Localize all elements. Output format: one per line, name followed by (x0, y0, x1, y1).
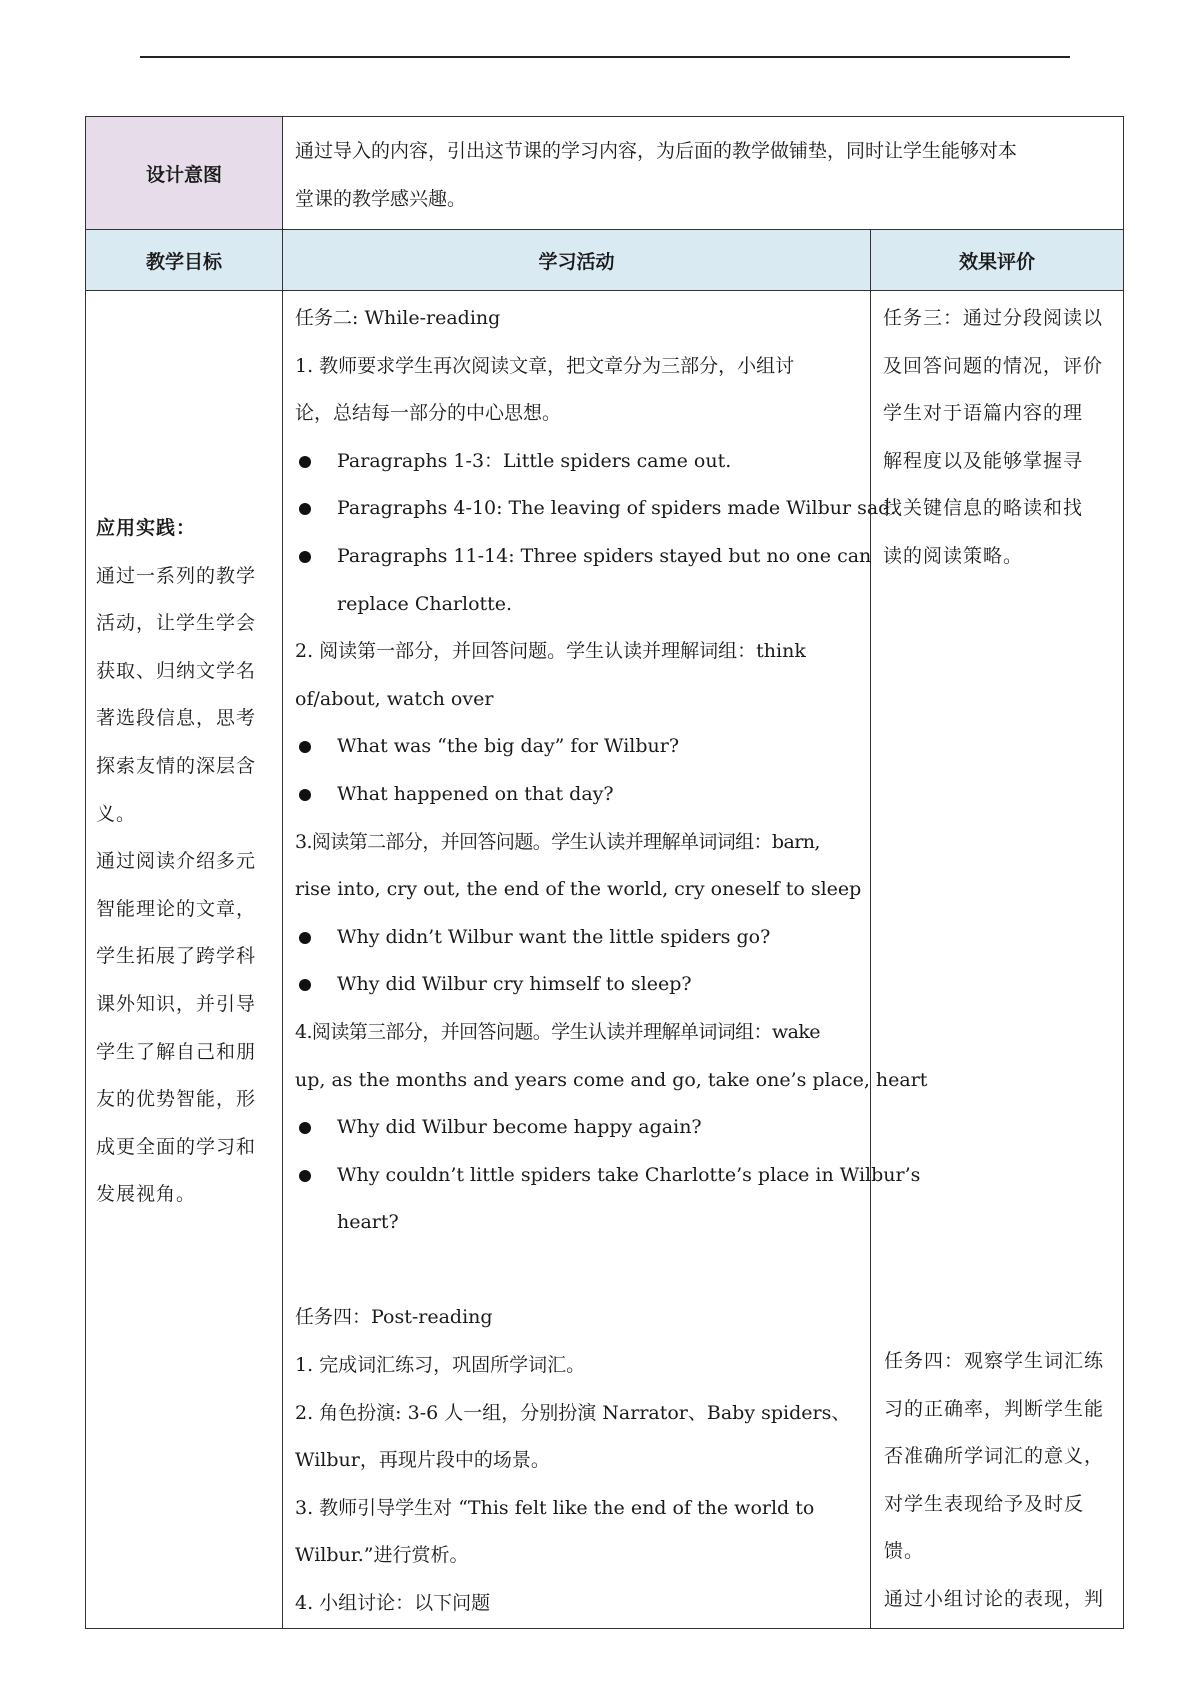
goal-line: 学生了解自己和朋 (96, 1040, 257, 1063)
goals-heading: 应用实践： (96, 517, 197, 539)
design-intent-text (283, 117, 1124, 230)
bullet-dot (299, 503, 311, 515)
bullet-item: Paragraphs 11-14: Three spiders stayed but no one can (295, 533, 860, 581)
column-header-activity: 学习活动 (283, 230, 871, 291)
activity-line: rise into, cry out, the end of the world, cry oneself to sleep (295, 878, 862, 901)
activity-line: Wilbur，再现片段中的场景。 (295, 1449, 550, 1472)
activity-line: Wilbur.”进行赏析。 (295, 1544, 469, 1567)
learning-activity-cell (283, 291, 928, 1629)
activity-line: 3. 教师引导学生对 “This felt like the end of the world to (295, 1496, 815, 1519)
eval-line: 找关键信息的略读和找 (883, 497, 1084, 520)
design-intent-row (86, 117, 1124, 230)
goal-line: 义。 (96, 802, 137, 825)
activity-line: 3.阅读第二部分，并回答问题。学生认读并理解单词词组：barn, (295, 830, 820, 853)
goal-line: 获取、归纳文学名 (96, 659, 257, 682)
bullet-item: What happened on that day? (295, 771, 860, 819)
intent-line: 堂课的教学感兴趣。 (295, 188, 467, 210)
bullet-dot (299, 979, 311, 991)
bullet-dot (299, 741, 311, 753)
bullet-dot (299, 456, 311, 468)
task4-title: 任务四：Post-reading (295, 1306, 493, 1329)
goal-line: 课外知识，并引导 (96, 992, 257, 1015)
goal-line: 成更全面的学习和 (96, 1135, 257, 1158)
design-intent-header: 设计意图 (86, 117, 283, 230)
goal-line: 著选段信息，思考 (96, 707, 257, 730)
activity-line: 1. 教师要求学生再次阅读文章，把文章分为三部分，小组讨 (295, 354, 795, 377)
eval-line: 学生对于语篇内容的理 (883, 402, 1084, 425)
goal-line: 通过阅读介绍多元 (96, 850, 257, 873)
bullet-continuation: replace Charlotte. (337, 592, 513, 615)
eval-task4-block (884, 1338, 1114, 1624)
eval-line: 通过小组讨论的表现，判 (884, 1587, 1105, 1610)
goal-line: 友的优势智能，形 (96, 1088, 257, 1111)
bullet-dot (299, 551, 311, 563)
bullet-item: Why didn’t Wilbur want the little spiders go? (295, 914, 860, 962)
column-header-eval: 效果评价 (871, 230, 1124, 291)
goal-line: 探索友情的深层含 (96, 754, 257, 777)
activity-line: 2. 阅读第一部分，并回答问题。学生认读并理解词组：think (295, 640, 806, 663)
eval-line: 对学生表现给予及时反 (884, 1492, 1085, 1515)
bullet-continuation: heart? (337, 1211, 399, 1234)
column-header-row (86, 230, 1124, 291)
bullet-item: Paragraphs 4-10: The leaving of spiders made Wilbur sad. (295, 485, 860, 533)
bullet-dot (299, 932, 311, 944)
goal-line: 学生拓展了跨学科 (96, 945, 257, 968)
bullet-item: Why did Wilbur cry himself to sleep? (295, 961, 860, 1009)
eval-line: 解程度以及能够掌握寻 (883, 449, 1084, 472)
eval-line: 馈。 (884, 1540, 925, 1563)
column-header-goal: 教学目标 (86, 230, 283, 291)
activity-line: 4. 小组讨论：以下问题 (295, 1592, 491, 1615)
eval-line: 任务四：观察学生词汇练 (884, 1350, 1105, 1372)
activity-line: 论，总结每一部分的中心思想。 (295, 402, 562, 425)
bullet-dot (299, 1170, 311, 1182)
activity-line: of/about, watch over (295, 687, 494, 710)
activity-line: 2. 角色扮演: 3-6 人一组，分别扮演 Narrator、Baby spiders、 (295, 1401, 851, 1424)
activity-line: up, as the months and years come and go, take one’s place, heart (295, 1068, 928, 1091)
bullet-item: What was “the big day” for Wilbur? (295, 723, 860, 771)
goal-line: 智能理论的文章， (96, 897, 257, 920)
activity-line: 4.阅读第三部分，并回答问题。学生认读并理解单词词组：wake (295, 1020, 820, 1043)
activity-line: 1. 完成词汇练习，巩固所学词汇。 (295, 1354, 586, 1377)
eval-line: 习的正确率，判断学生能 (884, 1397, 1105, 1420)
teaching-goals-cell (86, 291, 283, 1629)
eval-line: 任务三：通过分段阅读以 (883, 307, 1104, 329)
goal-line: 发展视角。 (96, 1183, 197, 1206)
bullet-item: Why couldn’t little spiders take Charlotte’s place in Wilbur’s (295, 1152, 860, 1200)
header-rule (140, 56, 1070, 58)
eval-line: 及回答问题的情况，评价 (883, 354, 1104, 377)
bullet-item: Why did Wilbur become happy again? (295, 1104, 860, 1152)
eval-line: 否准确所学词汇的意义， (884, 1445, 1105, 1468)
goal-line: 通过一系列的教学 (96, 564, 257, 587)
task2-title: 任务二: While-reading (295, 307, 501, 329)
goal-line: 活动，让学生学会 (96, 612, 257, 635)
bullet-dot (299, 1122, 311, 1134)
intent-line: 通过导入的内容，引出这节课的学习内容，为后面的教学做铺垫，同时让学生能够对本 (295, 140, 1018, 162)
bullet-dot (299, 789, 311, 801)
bullet-item: Paragraphs 1-3：Little spiders came out. (295, 438, 860, 486)
eval-line: 读的阅读策略。 (883, 544, 1024, 567)
